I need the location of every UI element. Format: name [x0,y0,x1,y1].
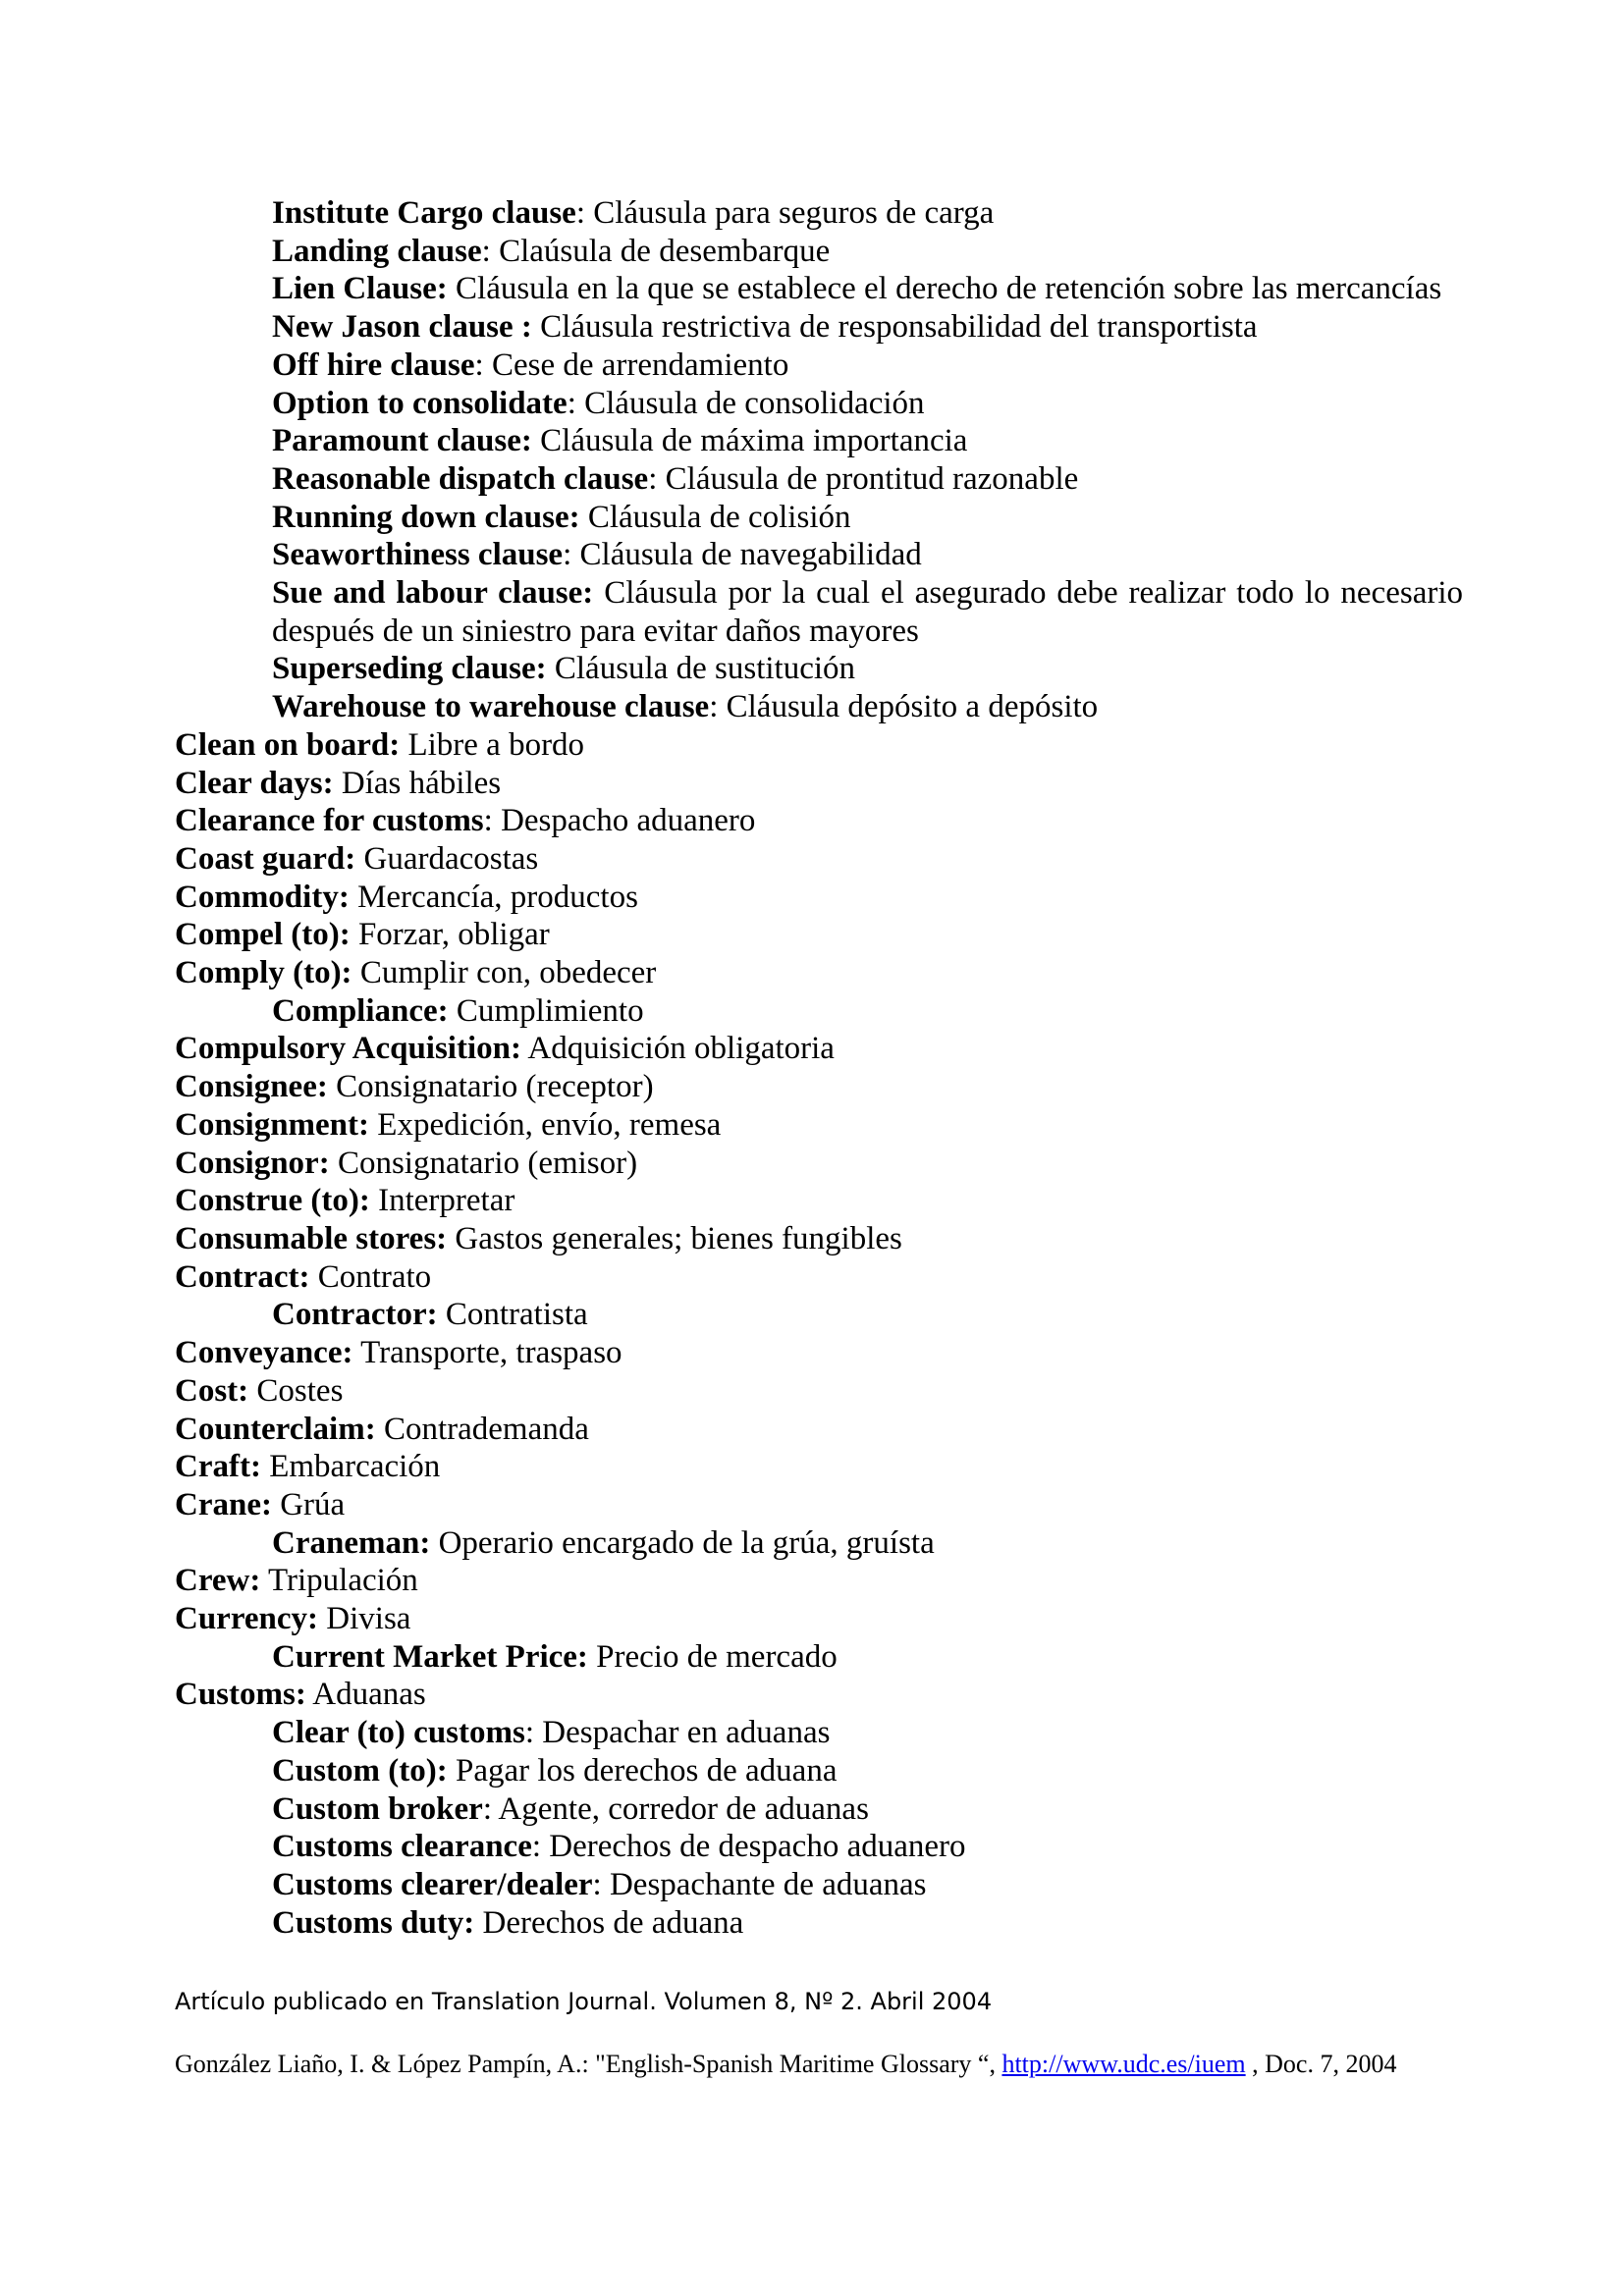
glossary-definition: Despachar en aduanas [542,1715,831,1751]
glossary-subentry [175,536,1463,574]
glossary-entry [175,1448,1463,1486]
glossary-definition: Días hábiles [341,765,502,801]
glossary-separator: : [575,195,594,231]
glossary-definition: Cese de arrendamiento [491,347,789,383]
glossary-definition: Precio de mercado [596,1638,838,1675]
glossary-definition: Cláusula en la que se establece el derecho de retención sobre las mercancías [456,271,1442,307]
glossary-definition: Embarcación [269,1449,441,1485]
glossary-definition: Operario encargado de la grúa, gruísta [438,1524,935,1561]
glossary-entry [175,1562,1463,1600]
glossary-definition: Despachante de aduanas [609,1866,927,1902]
glossary-term: Customs clearance [272,1829,532,1865]
glossary-term: Compliance: [272,992,449,1029]
glossary-entry [175,1030,1463,1068]
glossary-definition: Transporte, traspaso [360,1335,622,1371]
glossary-entry [175,1372,1463,1411]
glossary-term: Reasonable dispatch clause [272,460,649,497]
glossary-definition: Cumplir con, obedecer [359,955,657,991]
glossary-subentry [175,992,1463,1031]
glossary-subentry [175,233,1463,271]
glossary-definition: Costes [256,1372,344,1409]
glossary-definition: Contratista [445,1297,588,1333]
glossary-entry [175,1676,1463,1714]
glossary-subentry [175,385,1463,423]
glossary-term: Coast guard: [175,840,356,877]
glossary-separator [355,841,363,877]
glossary-term: Construe (to): [175,1183,370,1219]
glossary-separator [351,917,358,952]
glossary-separator [547,651,555,686]
glossary-term: Crew: [175,1563,261,1599]
glossary-subentry [175,1752,1463,1790]
glossary-term: Clearance for customs [175,803,484,839]
citation-text: González Liaño, I. & López Pampín, A.: "English-Spanish Maritime Glossary “, [175,2050,1002,2078]
glossary-term: Warehouse to warehouse clause [272,689,710,725]
glossary-definition: Cláusula depósito a depósito [726,689,1099,725]
citation-suffix: , Doc. 7, 2004 [1245,2050,1397,2078]
glossary-definition: Cláusula por la cual el asegurado debe realizar todo lo necesario después de un siniestro para evitar daños mayores [272,575,1463,649]
glossary-definition: Pagar los derechos de aduana [455,1752,838,1789]
glossary-entry [175,1334,1463,1372]
glossary-subentry [175,308,1463,347]
glossary-separator [449,993,457,1029]
glossary-term: Consignment: [175,1106,370,1143]
glossary-separator: : [474,347,492,383]
glossary-subentry [175,1790,1463,1829]
glossary-term: Cost: [175,1372,249,1409]
glossary-term: Compulsory Acquisition: [175,1031,521,1067]
glossary-entry [175,954,1463,992]
glossary-entry [175,1411,1463,1449]
glossary-entry [175,916,1463,954]
glossary-term: Paramount clause: [272,423,532,459]
glossary-separator [448,1753,456,1789]
glossary-subentry [175,1904,1463,1943]
glossary-definition: Cláusula de máxima importancia [540,423,968,459]
glossary-definition: Cláusula de navegabilidad [579,537,922,573]
glossary-term: Lien Clause: [272,271,448,307]
glossary-definition: Cláusula de colisión [587,499,851,535]
glossary-list [175,194,1463,1942]
glossary-term: Craneman: [272,1524,431,1561]
glossary-separator: : [592,1866,610,1902]
glossary-definition: Expedición, envío, remesa [377,1106,722,1143]
glossary-term: Sue and labour clause: [272,575,594,612]
glossary-definition: Contrato [317,1258,432,1295]
glossary-term: Custom broker [272,1790,483,1827]
glossary-separator [261,1449,269,1484]
glossary-term: Clear (to) customs [272,1715,525,1751]
glossary-definition: Agente, corredor de aduanas [498,1790,869,1827]
glossary-definition: Cláusula de sustitución [554,651,856,687]
glossary-subentry [175,1638,1463,1677]
glossary-separator [438,1297,446,1332]
glossary-separator: : [567,385,585,421]
glossary-subentry [175,1866,1463,1904]
glossary-term: Superseding clause: [272,651,547,687]
glossary-subentry [175,422,1463,460]
glossary-entry [175,879,1463,917]
glossary-definition: Consignatario (emisor) [337,1145,638,1181]
glossary-term: Customs clearer/dealer [272,1866,593,1902]
glossary-definition: Adquisición obligatoria [527,1031,835,1067]
glossary-entry [175,1220,1463,1258]
glossary-entry [175,1600,1463,1638]
glossary-entry [175,1486,1463,1524]
glossary-subentry [175,1714,1463,1752]
glossary-definition: Tripulación [268,1563,418,1599]
glossary-entry [175,1182,1463,1220]
glossary-definition: Cumplimiento [456,992,644,1029]
glossary-subentry [175,1524,1463,1563]
glossary-separator: : [483,803,502,839]
glossary-entry [175,726,1463,765]
glossary-definition: Cláusula restrictiva de responsabilidad del transportista [540,309,1258,346]
glossary-term: Customs duty: [272,1904,475,1941]
glossary-separator [334,766,342,801]
glossary-definition: Contrademanda [383,1411,589,1447]
glossary-separator [352,1335,360,1370]
glossary-definition: Claúsula de desembarque [499,233,831,269]
glossary-term: Currency: [175,1601,319,1637]
glossary-subentry [175,650,1463,688]
glossary-definition: Guardacostas [363,840,539,877]
glossary-definition: Grúa [280,1486,346,1522]
glossary-entry [175,802,1463,840]
glossary-term: Running down clause: [272,499,580,535]
glossary-term: Consumable stores: [175,1220,448,1256]
glossary-definition: Despacho aduanero [501,803,756,839]
glossary-definition: Mercancía, productos [357,879,638,915]
glossary-term: New Jason clause : [272,309,541,346]
glossary-separator [376,1412,384,1447]
glossary-term: Compel (to): [175,917,351,953]
glossary-separator [430,1525,438,1561]
glossary-separator [328,1069,336,1104]
glossary-term: Consignee: [175,1069,328,1105]
glossary-term: Counterclaim: [175,1411,376,1447]
glossary-term: Landing clause [272,233,482,269]
glossary-entry [175,1106,1463,1145]
glossary-separator [474,1905,482,1941]
glossary-separator [350,880,357,915]
glossary-term: Current Market Price: [272,1638,588,1675]
glossary-entry [175,1258,1463,1297]
glossary-separator [330,1146,338,1181]
glossary-subentry [175,574,1463,650]
glossary-separator: : [709,689,727,725]
glossary-separator [588,1639,596,1675]
glossary-separator [352,955,360,990]
glossary-term: Seaworthiness clause [272,537,564,573]
glossary-subentry [175,460,1463,499]
glossary-term: Consignor: [175,1145,330,1181]
glossary-term: Conveyance: [175,1335,353,1371]
glossary-term: Craft: [175,1449,261,1485]
glossary-entry [175,1068,1463,1106]
glossary-term: Clear days: [175,765,334,801]
citation [175,2050,1463,2079]
glossary-separator [580,500,588,535]
glossary-separator [309,1259,317,1295]
glossary-entry [175,765,1463,803]
glossary-subentry [175,1828,1463,1866]
glossary-term: Customs: [175,1677,306,1713]
glossary-term: Clean on board: [175,726,401,763]
glossary-definition: Gastos generales; bienes fungibles [455,1220,902,1256]
glossary-subentry [175,270,1463,308]
glossary-definition: Derechos de aduana [482,1904,744,1941]
glossary-definition: Cláusula de consolidación [584,385,925,421]
glossary-term: Commodity: [175,879,350,915]
publication-note: Artículo publicado en Translation Journal. Volumen 8, Nº 2. Abril 2004 [175,1988,993,2015]
glossary-separator [260,1563,268,1598]
glossary-definition: Interpretar [378,1183,515,1219]
glossary-separator [593,575,604,611]
glossary-term: Option to consolidate [272,385,568,421]
glossary-entry [175,1145,1463,1183]
glossary-definition: Forzar, obligar [357,917,550,953]
glossary-separator: : [482,1790,499,1827]
glossary-definition: Cláusula para seguros de carga [593,195,995,231]
glossary-term: Contractor: [272,1297,438,1333]
glossary-separator: : [648,460,666,497]
glossary-separator: : [531,1829,550,1865]
glossary-separator: : [524,1715,543,1751]
glossary-term: Off hire clause [272,347,475,383]
glossary-subentry [175,194,1463,233]
glossary-subentry [175,499,1463,537]
glossary-subentry [175,1296,1463,1334]
glossary-definition: Divisa [326,1601,411,1637]
glossary-subentry [175,347,1463,385]
glossary-separator: : [481,233,500,269]
glossary-definition: Derechos de despacho aduanero [549,1829,966,1865]
glossary-separator: : [563,537,580,573]
glossary-separator [448,271,456,306]
glossary-term: Crane: [175,1486,272,1522]
glossary-definition: Cláusula de prontitud razonable [665,460,1079,497]
glossary-separator [532,423,540,458]
glossary-term: Custom (to): [272,1752,448,1789]
glossary-subentry [175,688,1463,726]
glossary-term: Comply (to): [175,955,352,991]
glossary-definition: Libre a bordo [407,726,585,763]
citation-link[interactable]: http://www.udc.es/iuem [1001,2050,1246,2078]
glossary-term: Institute Cargo clause [272,195,576,231]
glossary-definition: Consignatario (receptor) [336,1069,654,1105]
glossary-entry [175,840,1463,879]
glossary-term: Contract: [175,1258,310,1295]
glossary-definition: Aduanas [312,1677,426,1713]
glossary-separator [370,1183,378,1218]
glossary-separator [272,1487,280,1522]
